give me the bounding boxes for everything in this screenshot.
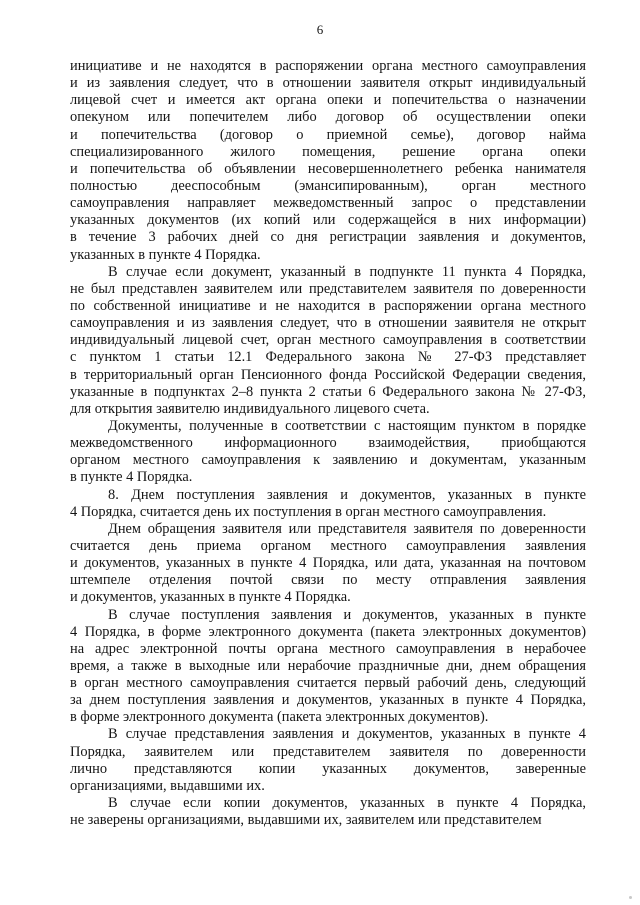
text-line: не был представлен заявителем или представителем заявителя по доверенности xyxy=(70,280,586,297)
text-line: организациями, выдавшими их. xyxy=(70,777,265,794)
text-line: Днем обращения заявителя или представителя заявителя по доверенности xyxy=(108,520,586,537)
text-line: считается день приема органом местного самоуправления заявления xyxy=(70,537,586,554)
page-number: 6 xyxy=(316,22,324,37)
text-line: специализированного жилого помещения, решение органа опеки xyxy=(70,143,586,160)
text-line: В случае если документ, указанный в подпункте 11 пункта 4 Порядка, xyxy=(108,263,586,280)
text-line: за днем поступления заявления и документов, указанных в пункте 4 Порядка, xyxy=(70,692,586,709)
text-line: и документов, указанных в пункте 4 Порядка, или дата, указанная на почтовом xyxy=(70,555,586,572)
text-line: 4 Порядка, считается день их поступления в орган местного самоуправления. xyxy=(70,503,547,520)
text-line: инициативе и не находятся в распоряжении органа местного самоуправления xyxy=(70,58,586,74)
paragraph xyxy=(70,58,586,264)
paragraph xyxy=(70,795,586,829)
text-line: в орган местного самоуправления считается первый рабочий день, следующий xyxy=(70,675,586,692)
text-line: самоуправления направляет межведомственный запрос о представлении xyxy=(70,195,586,212)
text-line: в пункте 4 Порядка. xyxy=(70,469,193,486)
text-line: и из заявления следует, что в отношении заявителя открыт индивидуальный xyxy=(70,75,586,92)
text-line: для открытия заявителю индивидуального лицевого счета. xyxy=(70,400,430,417)
document-body xyxy=(70,58,586,829)
text-line: полностью дееспособным (эмансипированным), орган местного xyxy=(70,177,586,194)
text-line: лично представляются копии указанных документов, заверенные xyxy=(70,760,586,777)
text-line: Документы, полученные в соответствии с настоящим пунктом в порядке xyxy=(108,417,586,434)
text-line: время, а также в выходные или нерабочие праздничные дни, днем обращения xyxy=(70,657,586,674)
text-line: не заверены организациями, выдавшими их, заявителем или представителем xyxy=(70,812,542,829)
text-line: 8. Днем поступления заявления и документов, указанных в пункте xyxy=(108,486,586,503)
text-line: 4 Порядка, в форме электронного документа (пакета электронных документов) xyxy=(70,623,586,640)
text-line: межведомственного информационного взаимодействия, приобщаются xyxy=(70,435,586,452)
text-line: опекуном или попечителем либо договор об осуществлении опеки xyxy=(70,109,586,126)
text-line: лицевой счет и имеется акт органа опеки и попечительства о назначении xyxy=(70,92,586,109)
text-line: самоуправления и из заявления следует, что в отношении заявителя не открыт xyxy=(70,315,586,332)
paragraph xyxy=(70,264,586,418)
text-line: на адрес электронной почты органа местного самоуправления в нерабочее xyxy=(70,640,586,657)
scan-artifact xyxy=(629,896,632,899)
text-line: В случае поступления заявления и документов, указанных в пункте xyxy=(108,606,586,623)
paragraph xyxy=(70,487,586,521)
text-line: штемпеле отделения почтой связи по месту отправления заявления xyxy=(70,572,586,589)
text-line: указанных документов (их копий или содержащейся в них информации) xyxy=(70,212,586,229)
text-line: по собственной инициативе и не находится в распоряжении органа местного xyxy=(70,297,586,314)
text-line: с пунктом 1 статьи 12.1 Федерального закона № 27-ФЗ представляет xyxy=(70,349,586,366)
text-line: и документов, указанных в пункте 4 Порядка. xyxy=(70,589,351,606)
text-line: и попечительства (договор о приемной семье), договор найма xyxy=(70,126,586,143)
text-line: в территориальный орган Пенсионного фонда Российской Федерации сведения, xyxy=(70,366,586,383)
paragraph xyxy=(70,418,586,487)
text-line: указанных в пункте 4 Порядка. xyxy=(70,246,261,263)
text-line: индивидуальный лицевой счет, орган местного самоуправления в соответствии xyxy=(70,332,586,349)
text-line: и попечительства об объявлении несовершеннолетнего ребенка нанимателя xyxy=(70,160,586,177)
paragraph xyxy=(70,607,586,727)
text-line: В случае представления заявления и документов, указанных в пункте 4 xyxy=(108,726,586,743)
text-line: указанные в подпунктах 2–8 пункта 2 статьи 6 Федерального закона № 27-ФЗ, xyxy=(70,383,586,400)
text-line: в форме электронного документа (пакета электронных документов). xyxy=(70,709,489,726)
paragraph xyxy=(70,521,586,607)
text-line: органом местного самоуправления к заявлению и документам, указанным xyxy=(70,452,586,469)
text-line: в течение 3 рабочих дней со дня регистрации заявления и документов, xyxy=(70,229,586,246)
text-line: Порядка, заявителем или представителем заявителя по доверенности xyxy=(70,743,586,760)
paragraph xyxy=(70,726,586,795)
text-line: В случае если копии документов, указанных в пункте 4 Порядка, xyxy=(108,795,586,812)
